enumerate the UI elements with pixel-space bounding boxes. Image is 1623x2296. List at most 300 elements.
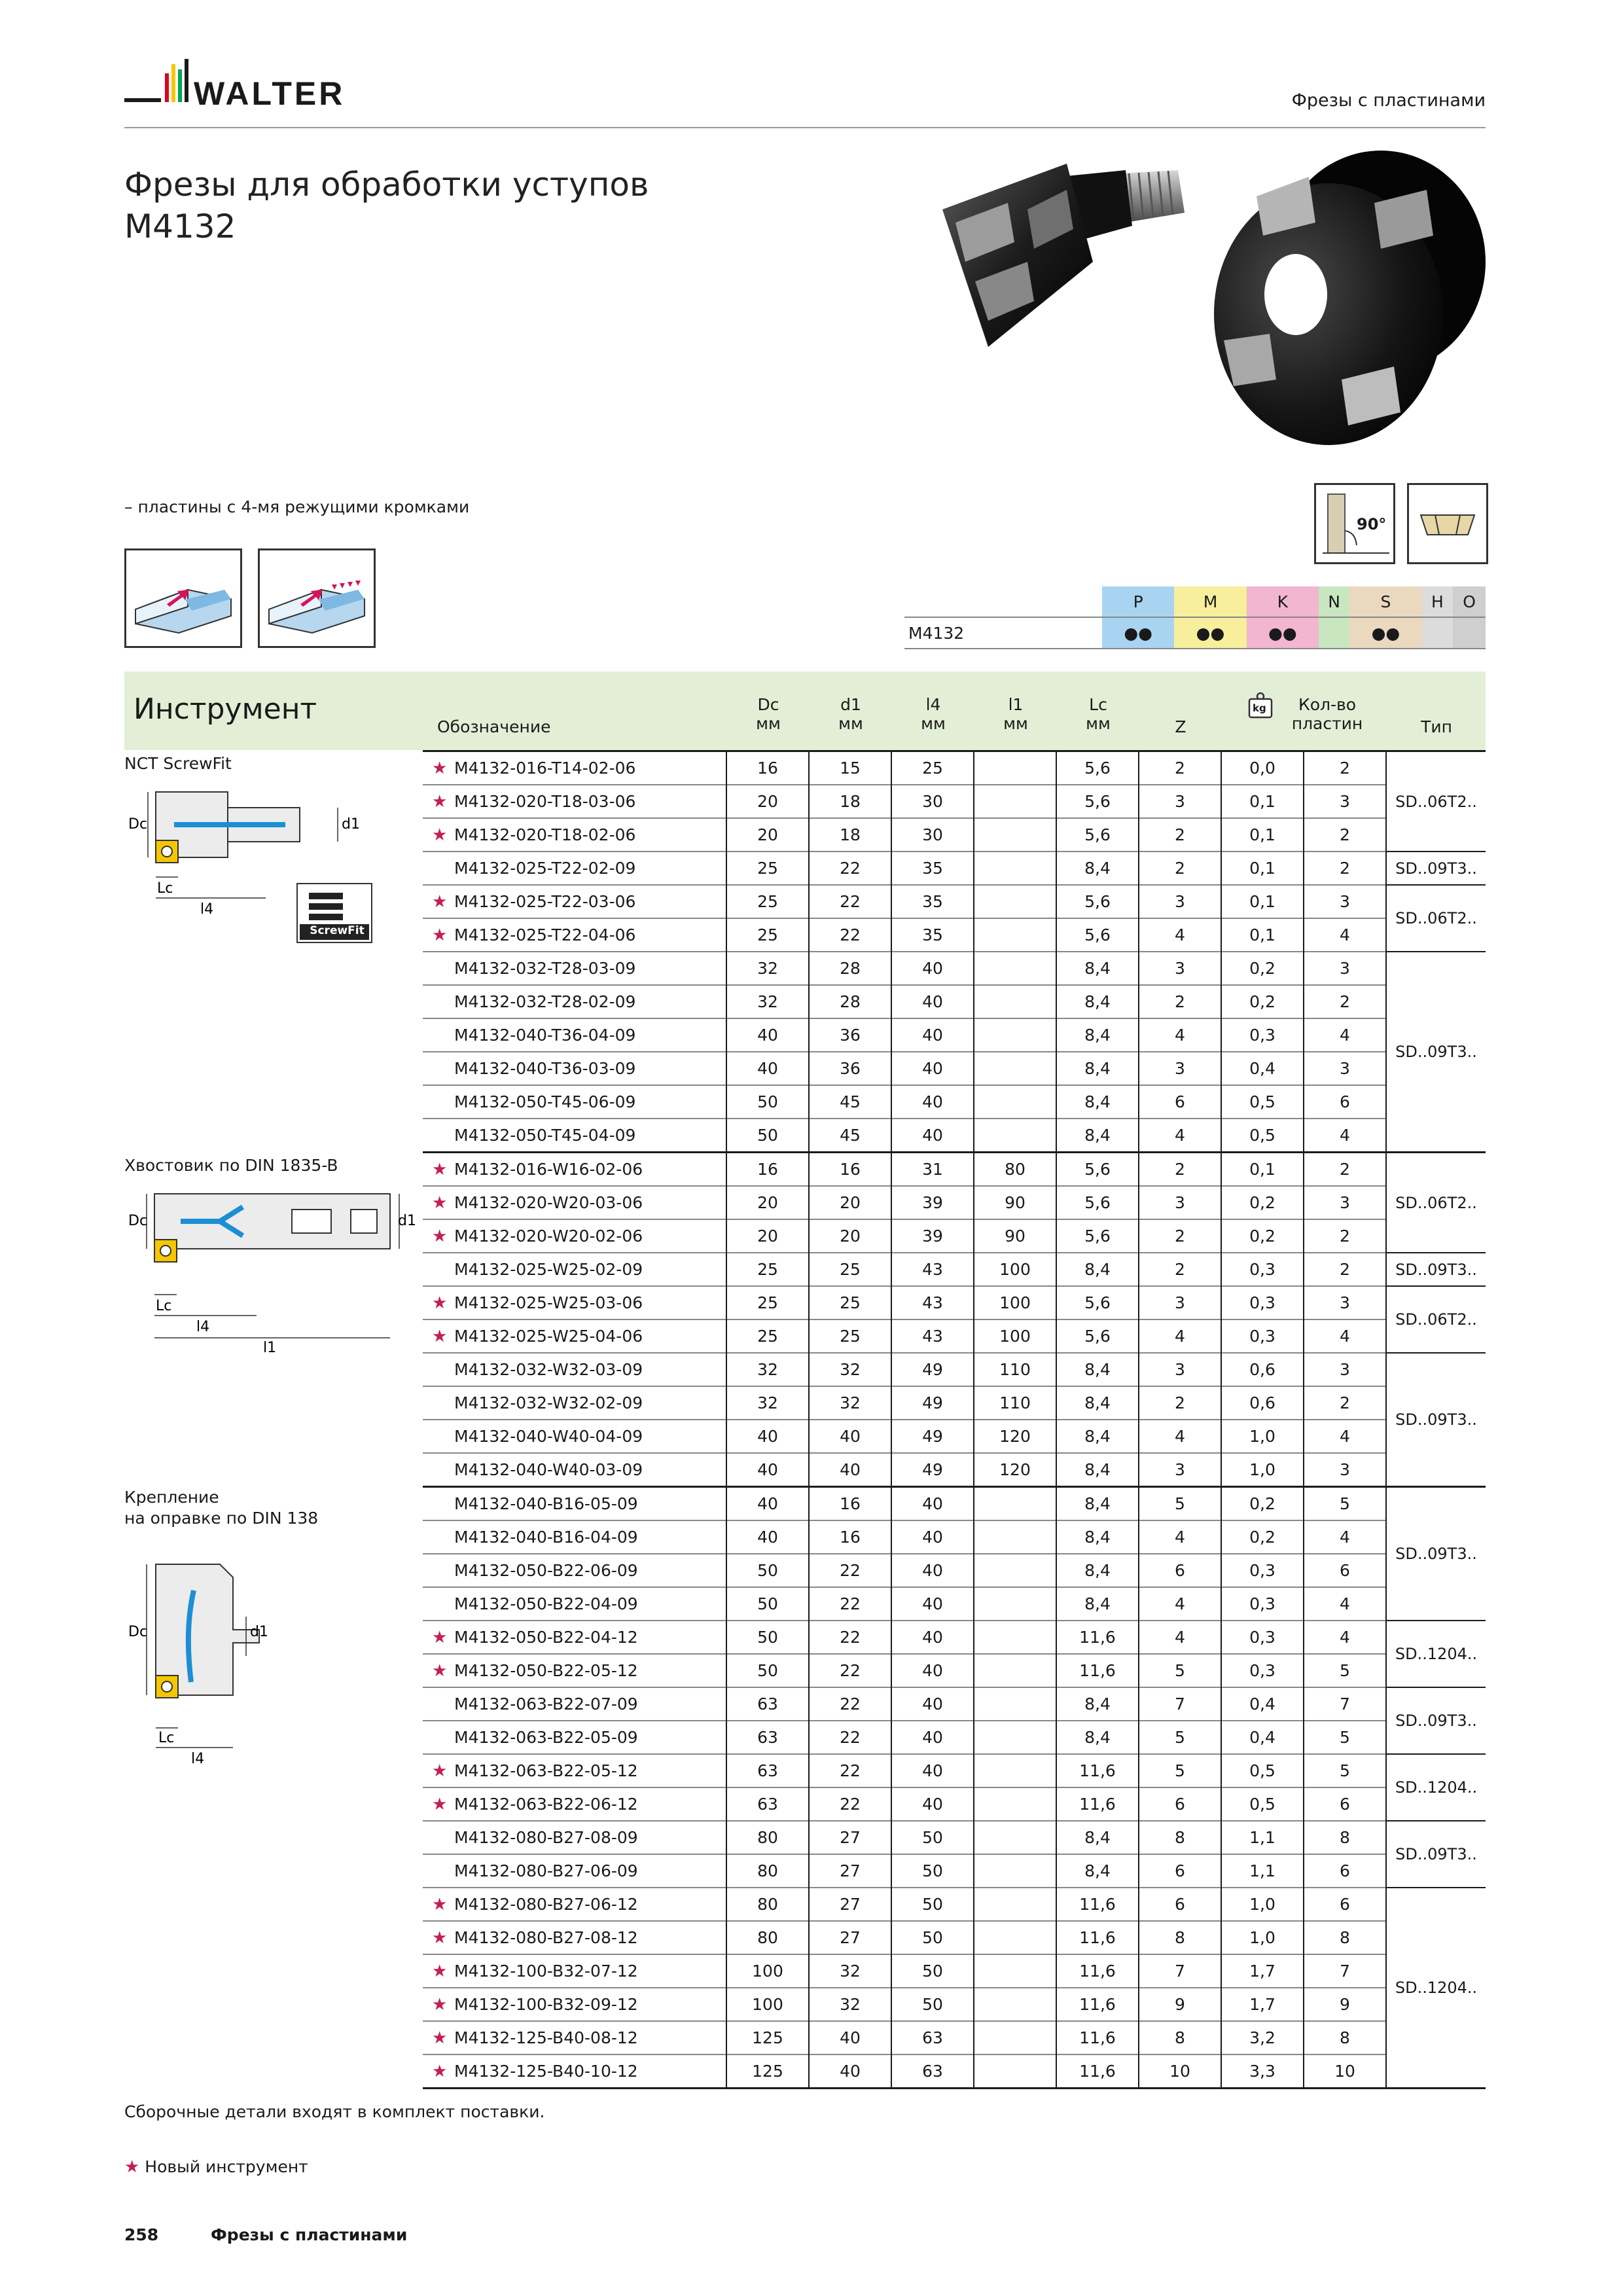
cell-l4: 49 <box>891 1386 974 1420</box>
new-tool-star-icon: ★ <box>432 891 448 912</box>
designation-text: M4132-025-W25-03-06 <box>454 1293 643 1312</box>
cell-l1: 120 <box>974 1453 1056 1487</box>
svg-text:l4: l4 <box>200 901 214 918</box>
header-rule <box>124 127 1486 128</box>
cell-lc: 8,4 <box>1056 852 1139 885</box>
cell-n: 2 <box>1304 1153 1386 1187</box>
designation-text: M4132-050-B22-06-09 <box>454 1561 638 1580</box>
cell-lc: 11,6 <box>1056 1888 1139 1921</box>
designation-text: M4132-040-T36-04-09 <box>454 1026 636 1045</box>
cell-l1 <box>974 818 1056 852</box>
cell-z: 2 <box>1139 818 1221 852</box>
designation-cell <box>423 1219 726 1253</box>
cell-dc: 80 <box>726 1888 809 1921</box>
cell-l4: 40 <box>891 1587 974 1621</box>
cell-z: 4 <box>1139 918 1221 952</box>
table-row <box>423 1888 1486 1921</box>
cell-l4: 31 <box>891 1153 974 1187</box>
cell-w: 1,0 <box>1221 1921 1304 1954</box>
cell-l1: 100 <box>974 1319 1056 1353</box>
cell-n: 4 <box>1304 1587 1386 1621</box>
cell-n: 3 <box>1304 1286 1386 1319</box>
cell-n: 2 <box>1304 751 1386 785</box>
cell-n: 2 <box>1304 985 1386 1018</box>
brand-logo <box>124 58 399 117</box>
cell-z: 4 <box>1139 1319 1221 1353</box>
cell-lc: 8,4 <box>1056 1721 1139 1754</box>
cell-d1: 28 <box>809 952 891 985</box>
cell-n: 5 <box>1304 1654 1386 1687</box>
cell-z: 5 <box>1139 1754 1221 1787</box>
cell-z: 7 <box>1139 1687 1221 1721</box>
drawing-shank <box>128 1187 423 1357</box>
new-tool-star-icon: ★ <box>432 1193 448 1213</box>
designation-cell <box>423 1754 726 1787</box>
cell-l1 <box>974 1621 1056 1654</box>
cell-lc: 8,4 <box>1056 952 1139 985</box>
cell-d1: 22 <box>809 1654 891 1687</box>
cell-n: 4 <box>1304 1420 1386 1453</box>
cell-l4: 40 <box>891 1119 974 1153</box>
cell-d1: 25 <box>809 1253 891 1286</box>
table-row <box>423 2054 1486 2089</box>
material-code-h: H <box>1422 586 1454 617</box>
cell-w: 1,0 <box>1221 1420 1304 1453</box>
designation-cell <box>423 1888 726 1921</box>
col-designation: Обозначение <box>437 717 551 736</box>
cell-dc: 40 <box>726 1018 809 1052</box>
cell-lc: 5,6 <box>1056 751 1139 785</box>
new-tool-star-icon: ★ <box>432 791 448 812</box>
cell-w: 0,2 <box>1221 1487 1304 1521</box>
cell-l1 <box>974 785 1056 818</box>
product-image-arbor <box>1198 144 1486 452</box>
col-d1-unit: мм <box>838 714 863 733</box>
cell-l1 <box>974 1854 1056 1888</box>
material-codes-row <box>904 586 1486 617</box>
designation-text: M4132-050-T45-04-09 <box>454 1126 636 1145</box>
cell-l1 <box>974 1487 1056 1521</box>
new-tool-legend-text: Новый инструмент <box>145 2157 308 2176</box>
cell-l4: 43 <box>891 1286 974 1319</box>
cell-d1: 22 <box>809 1721 891 1754</box>
new-tool-star-icon: ★ <box>432 1627 448 1647</box>
cell-d1: 32 <box>809 1386 891 1420</box>
insert-type-cell: SD..09T3.. <box>1386 1487 1486 1621</box>
col-l4-unit: мм <box>921 714 946 733</box>
cell-l1 <box>974 1721 1056 1754</box>
cell-z: 8 <box>1139 2021 1221 2054</box>
cell-dc: 40 <box>726 1052 809 1085</box>
insert-type-cell: SD..06T2.. <box>1386 751 1486 852</box>
designation-text: M4132-020-T18-03-06 <box>454 791 636 811</box>
cell-z: 6 <box>1139 1854 1221 1888</box>
designation-text: M4132-032-T28-02-09 <box>454 992 636 1011</box>
designation-cell <box>423 1554 726 1587</box>
cell-n: 4 <box>1304 1018 1386 1052</box>
cell-l4: 40 <box>891 1085 974 1119</box>
cell-lc: 8,4 <box>1056 1353 1139 1386</box>
cell-l4: 49 <box>891 1453 974 1487</box>
designation-text: M4132-032-W32-02-09 <box>454 1393 643 1412</box>
col-lc <box>1056 695 1140 733</box>
cell-w: 3,2 <box>1221 2021 1304 2054</box>
designation-cell <box>423 1954 726 1988</box>
designation-cell <box>423 885 726 918</box>
cell-dc: 80 <box>726 1821 809 1854</box>
cell-lc: 8,4 <box>1056 1453 1139 1487</box>
designation-cell <box>423 1487 726 1521</box>
table-row <box>423 985 1486 1018</box>
cell-n: 6 <box>1304 1787 1386 1821</box>
cell-w: 0,3 <box>1221 1253 1304 1286</box>
cell-n: 8 <box>1304 1921 1386 1954</box>
cell-l1: 90 <box>974 1219 1056 1253</box>
designation-text: M4132-050-T45-06-09 <box>454 1092 636 1111</box>
cell-w: 1,1 <box>1221 1821 1304 1854</box>
cell-n: 2 <box>1304 1253 1386 1286</box>
designation-cell <box>423 1153 726 1187</box>
cell-d1: 22 <box>809 852 891 885</box>
cell-l4: 40 <box>891 985 974 1018</box>
designation-text: M4132-063-B22-05-09 <box>454 1728 638 1747</box>
designation-text: M4132-063-B22-07-09 <box>454 1695 638 1713</box>
cell-z: 2 <box>1139 985 1221 1018</box>
table-row <box>423 1921 1486 1954</box>
col-dc-unit: мм <box>756 714 781 733</box>
cell-w: 0,1 <box>1221 785 1304 818</box>
cell-l4: 50 <box>891 1921 974 1954</box>
table-row <box>423 1721 1486 1754</box>
cell-z: 2 <box>1139 751 1221 785</box>
cell-dc: 63 <box>726 1754 809 1787</box>
designation-text: M4132-040-W40-03-09 <box>454 1460 643 1479</box>
cell-z: 6 <box>1139 1787 1221 1821</box>
cell-d1: 16 <box>809 1153 891 1187</box>
insert-type-cell: SD..09T3.. <box>1386 1687 1486 1754</box>
cell-l4: 50 <box>891 1854 974 1888</box>
cell-lc: 8,4 <box>1056 985 1139 1018</box>
designation-cell <box>423 2054 726 2089</box>
cell-n: 9 <box>1304 1988 1386 2021</box>
cell-z: 5 <box>1139 1487 1221 1521</box>
designation-cell <box>423 852 726 885</box>
cell-lc: 11,6 <box>1056 1954 1139 1988</box>
cell-z: 2 <box>1139 1219 1221 1253</box>
cell-w: 0,0 <box>1221 751 1304 785</box>
cell-dc: 40 <box>726 1420 809 1453</box>
cell-w: 0,6 <box>1221 1386 1304 1420</box>
cell-n: 3 <box>1304 1453 1386 1487</box>
cell-n: 3 <box>1304 785 1386 818</box>
table-row <box>423 1821 1486 1854</box>
designation-cell <box>423 1821 726 1854</box>
cell-lc: 8,4 <box>1056 1487 1139 1521</box>
designation-cell <box>423 1085 726 1119</box>
cell-dc: 40 <box>726 1487 809 1521</box>
designation-cell <box>423 1018 726 1052</box>
table-row <box>423 1353 1486 1386</box>
cell-l1 <box>974 885 1056 918</box>
cell-l4: 43 <box>891 1253 974 1286</box>
designation-cell <box>423 1988 726 2021</box>
drawing-arbor <box>128 1545 292 1767</box>
cell-l4: 40 <box>891 1787 974 1821</box>
cell-lc: 11,6 <box>1056 1654 1139 1687</box>
assembly-note: Сборочные детали входят в комплект поставки. <box>124 2102 545 2121</box>
cell-dc: 63 <box>726 1687 809 1721</box>
designation-cell <box>423 1654 726 1687</box>
table-row <box>423 952 1486 985</box>
cell-n: 5 <box>1304 1487 1386 1521</box>
cell-l1 <box>974 1787 1056 1821</box>
cell-l1: 110 <box>974 1353 1056 1386</box>
cell-l4: 25 <box>891 751 974 785</box>
cell-w: 0,1 <box>1221 852 1304 885</box>
designation-cell <box>423 952 726 985</box>
table-row <box>423 1153 1486 1187</box>
cell-n: 2 <box>1304 818 1386 852</box>
cell-z: 4 <box>1139 1587 1221 1621</box>
material-row-label: M4132 <box>908 623 965 643</box>
cell-w: 0,2 <box>1221 1219 1304 1253</box>
cell-w: 0,1 <box>1221 918 1304 952</box>
cell-l1 <box>974 1520 1056 1554</box>
new-tool-star-icon: ★ <box>432 1326 448 1346</box>
insert-note: – пластины с 4-мя режущими кромками <box>124 497 470 516</box>
designation-cell <box>423 1587 726 1621</box>
cell-dc: 32 <box>726 1353 809 1386</box>
new-tool-star-icon: ★ <box>432 1159 448 1179</box>
cell-w: 0,3 <box>1221 1286 1304 1319</box>
section-label: Инструмент <box>134 692 317 726</box>
cell-dc: 125 <box>726 2021 809 2054</box>
cell-lc: 8,4 <box>1056 1687 1139 1721</box>
col-type: Тип <box>1421 717 1452 736</box>
table-row <box>423 1420 1486 1453</box>
cell-z: 2 <box>1139 1253 1221 1286</box>
designation-text: M4132-080-B27-08-12 <box>454 1928 638 1947</box>
cell-lc: 11,6 <box>1056 2021 1139 2054</box>
cell-dc: 32 <box>726 985 809 1018</box>
designation-text: M4132-020-W20-02-06 <box>454 1226 643 1246</box>
group-2-label: Хвостовик по DIN 1835-B <box>124 1156 338 1175</box>
cell-w: 0,1 <box>1221 885 1304 918</box>
table-row <box>423 852 1486 885</box>
designation-text: M4132-125-B40-08-12 <box>454 2028 638 2047</box>
cell-lc: 5,6 <box>1056 818 1139 852</box>
cell-z: 4 <box>1139 1420 1221 1453</box>
cell-d1: 32 <box>809 1988 891 2021</box>
insert-type-cell: SD..09T3.. <box>1386 1253 1486 1286</box>
cell-lc: 5,6 <box>1056 785 1139 818</box>
designation-cell <box>423 1253 726 1286</box>
cell-lc: 8,4 <box>1056 1119 1139 1153</box>
cell-d1: 40 <box>809 2021 891 2054</box>
cell-z: 3 <box>1139 1286 1221 1319</box>
svg-text:Lc: Lc <box>158 1730 175 1746</box>
material-mark-n <box>1319 617 1349 649</box>
designation-cell <box>423 1319 726 1353</box>
designation-text: M4132-080-B27-06-09 <box>454 1861 638 1880</box>
cell-lc: 8,4 <box>1056 1821 1139 1854</box>
table-row <box>423 1253 1486 1286</box>
finishing-milling-icon <box>258 548 376 648</box>
cell-l4: 40 <box>891 1487 974 1521</box>
cell-n: 6 <box>1304 1888 1386 1921</box>
cell-lc: 8,4 <box>1056 1052 1139 1085</box>
cell-d1: 40 <box>809 1420 891 1453</box>
new-tool-star-icon: ★ <box>432 825 448 845</box>
material-code-k: K <box>1247 586 1319 617</box>
cell-dc: 20 <box>726 785 809 818</box>
page-number: 258 <box>124 2225 159 2244</box>
cell-l4: 50 <box>891 1988 974 2021</box>
svg-text:l4: l4 <box>196 1319 210 1335</box>
material-mark-h <box>1422 617 1454 649</box>
cell-lc: 11,6 <box>1056 1921 1139 1954</box>
new-tool-star-icon: ★ <box>432 758 448 778</box>
svg-text:d1: d1 <box>250 1624 268 1640</box>
cell-lc: 8,4 <box>1056 1520 1139 1554</box>
cell-l1 <box>974 1119 1056 1153</box>
cell-n: 8 <box>1304 2021 1386 2054</box>
cell-lc: 5,6 <box>1056 1286 1139 1319</box>
cell-d1: 27 <box>809 1888 891 1921</box>
cell-w: 0,2 <box>1221 952 1304 985</box>
designation-text: M4132-100-B32-07-12 <box>454 1961 638 1981</box>
cell-dc: 16 <box>726 751 809 785</box>
insert-type-cell: SD..06T2.. <box>1386 885 1486 952</box>
designation-text: M4132-050-B22-04-09 <box>454 1594 638 1613</box>
cell-l1 <box>974 1954 1056 1988</box>
material-groups <box>904 586 1486 649</box>
cell-l1: 120 <box>974 1420 1056 1453</box>
cell-l4: 50 <box>891 1821 974 1854</box>
group-3-label <box>124 1487 318 1529</box>
designation-cell <box>423 1787 726 1821</box>
cell-n: 7 <box>1304 1954 1386 1988</box>
designation-text: M4132-032-T28-03-09 <box>454 959 636 978</box>
cell-l1: 100 <box>974 1286 1056 1319</box>
cell-lc: 11,6 <box>1056 1988 1139 2021</box>
cell-lc: 8,4 <box>1056 1018 1139 1052</box>
cell-l1: 80 <box>974 1153 1056 1187</box>
cell-d1: 36 <box>809 1052 891 1085</box>
designation-text: M4132-050-B22-05-12 <box>454 1660 638 1680</box>
table-row <box>423 1554 1486 1587</box>
cell-z: 5 <box>1139 1721 1221 1754</box>
cell-l4: 39 <box>891 1186 974 1219</box>
designation-cell <box>423 751 726 785</box>
cell-n: 3 <box>1304 885 1386 918</box>
cell-l1 <box>974 1554 1056 1587</box>
cell-l4: 30 <box>891 818 974 852</box>
cell-n: 5 <box>1304 1754 1386 1787</box>
cell-l4: 40 <box>891 1052 974 1085</box>
designation-cell <box>423 1687 726 1721</box>
cell-z: 3 <box>1139 952 1221 985</box>
cell-w: 0,3 <box>1221 1654 1304 1687</box>
insert-type-cell: SD..09T3.. <box>1386 852 1486 885</box>
cell-dc: 100 <box>726 1954 809 1988</box>
table-row <box>423 1787 1486 1821</box>
cell-l4: 50 <box>891 1954 974 1988</box>
cell-l4: 49 <box>891 1420 974 1453</box>
material-mark-s: ●● <box>1349 617 1421 649</box>
cell-d1: 22 <box>809 1587 891 1621</box>
designation-cell <box>423 1721 726 1754</box>
new-tool-star-icon: ★ <box>432 1928 448 1948</box>
cell-l1 <box>974 1888 1056 1921</box>
col-lc-unit: мм <box>1086 714 1111 733</box>
cell-z: 3 <box>1139 785 1221 818</box>
cell-l1 <box>974 1654 1056 1687</box>
col-dc-label: Dc <box>757 695 779 714</box>
cell-d1: 27 <box>809 1821 891 1854</box>
cell-lc: 8,4 <box>1056 1587 1139 1621</box>
insert-type-cell: SD..09T3.. <box>1386 1821 1486 1888</box>
cell-d1: 27 <box>809 1921 891 1954</box>
cell-w: 0,3 <box>1221 1018 1304 1052</box>
new-tool-star-icon: ★ <box>432 1761 448 1781</box>
designation-cell <box>423 1453 726 1487</box>
svg-text:Dc: Dc <box>128 1213 148 1229</box>
cell-w: 0,5 <box>1221 1754 1304 1787</box>
insert-type-cell: SD..09T3.. <box>1386 1353 1486 1487</box>
cell-l1 <box>974 918 1056 952</box>
cell-d1: 18 <box>809 785 891 818</box>
cell-l4: 40 <box>891 1554 974 1587</box>
svg-text:l1: l1 <box>263 1340 277 1356</box>
cell-dc: 40 <box>726 1453 809 1487</box>
cell-dc: 100 <box>726 1988 809 2021</box>
col-dc <box>726 695 810 733</box>
table-row <box>423 1319 1486 1353</box>
cell-lc: 8,4 <box>1056 1386 1139 1420</box>
table-row <box>423 1754 1486 1787</box>
cell-n: 2 <box>1304 852 1386 885</box>
cell-d1: 22 <box>809 918 891 952</box>
cell-w: 0,4 <box>1221 1687 1304 1721</box>
cell-z: 2 <box>1139 1153 1221 1187</box>
designation-text: M4132-025-T22-04-06 <box>454 925 636 944</box>
cell-d1: 20 <box>809 1186 891 1219</box>
cell-w: 0,1 <box>1221 818 1304 852</box>
new-tool-star-icon: ★ <box>432 2028 448 2048</box>
cell-w: 0,3 <box>1221 1587 1304 1621</box>
designation-cell <box>423 1052 726 1085</box>
cell-l4: 40 <box>891 1520 974 1554</box>
svg-text:d1: d1 <box>342 816 360 833</box>
cell-z: 4 <box>1139 1621 1221 1654</box>
new-tool-star-icon: ★ <box>124 2157 140 2177</box>
cell-d1: 36 <box>809 1018 891 1052</box>
cell-w: 0,4 <box>1221 1052 1304 1085</box>
cell-l1 <box>974 1821 1056 1854</box>
cell-l4: 43 <box>891 1319 974 1353</box>
cell-z: 8 <box>1139 1921 1221 1954</box>
designation-text: M4132-063-B22-06-12 <box>454 1794 638 1814</box>
title-line-2: M4132 <box>124 207 236 245</box>
cell-dc: 20 <box>726 1219 809 1253</box>
cell-w: 3,3 <box>1221 2054 1304 2089</box>
cell-d1: 28 <box>809 985 891 1018</box>
cell-l1: 90 <box>974 1186 1056 1219</box>
col-count-line1: Кол-во <box>1298 695 1357 714</box>
angle-90-icon <box>1314 483 1395 564</box>
cell-w: 0,3 <box>1221 1554 1304 1587</box>
